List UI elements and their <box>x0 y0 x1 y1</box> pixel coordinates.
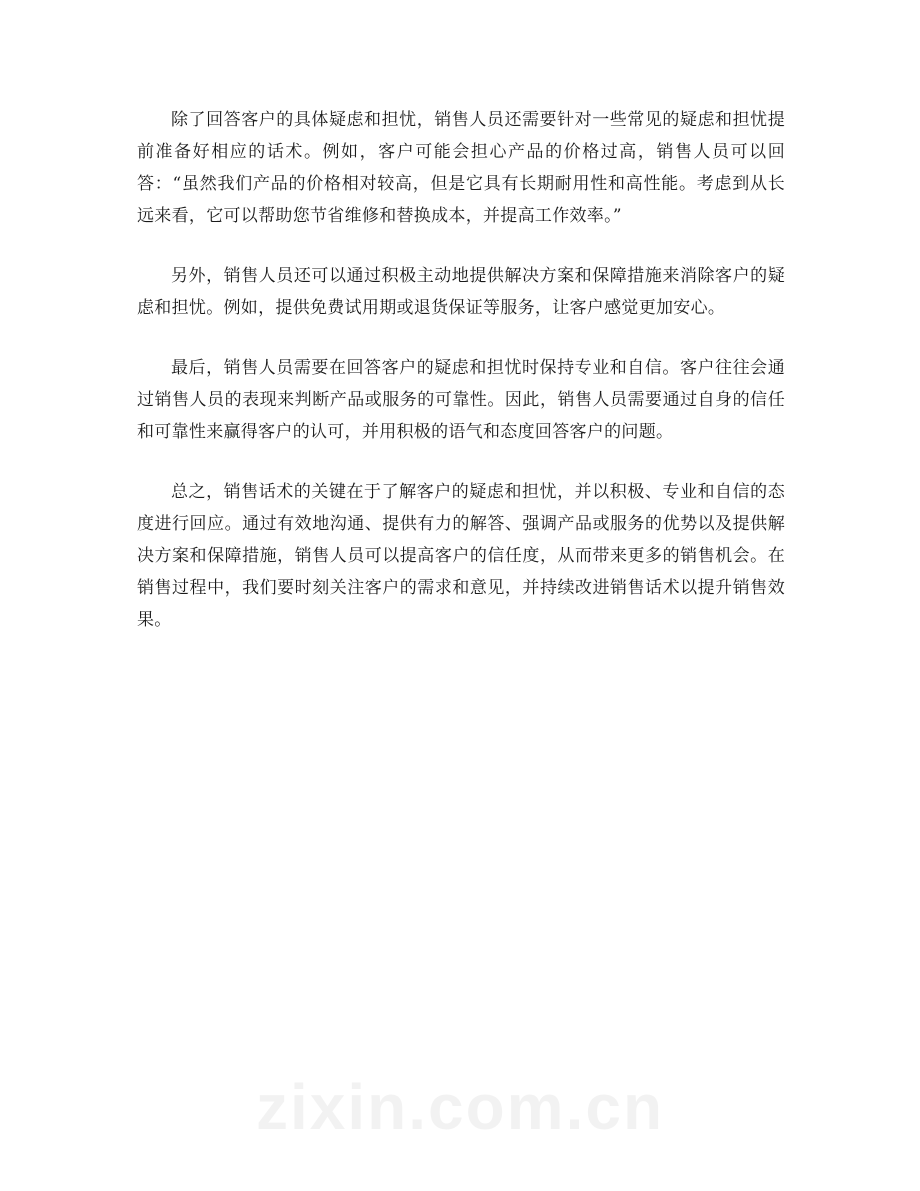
document-body <box>137 104 785 664</box>
paragraph-1: 除了回答客户的具体疑虑和担忧，销售人员还需要针对一些常见的疑虑和担忧提前准备好相应的话术。例如，客户可能会担心产品的价格过高，销售人员可以回答：“虽然我们产品的价格相对较高，但是它具有长期耐用性和高性能。考虑到从长远来看，它可以帮助您节省维修和替换成本，并提高工作效率。” <box>137 110 785 226</box>
watermark: zixin.com.cn <box>255 1071 665 1143</box>
paragraph-4: 总之，销售话术的关键在于了解客户的疑虑和担忧，并以积极、专业和自信的态度进行回应。通过有效地沟通、提供有力的解答、强调产品或服务的优势以及提供解决方案和保障措施，销售人员可以提高客户的信任度，从而带来更多的销售机会。在销售过程中，我们要时刻关注客户的需求和意见，并持续改进销售话术以提升销售效果。 <box>137 482 785 630</box>
paragraph-3: 最后，销售人员需要在回答客户的疑虑和担忧时保持专业和自信。客户往往会通过销售人员的表现来判断产品或服务的可靠性。因此，销售人员需要通过自身的信任和可靠性来赢得客户的认可，并用积极的语气和态度回答客户的问题。 <box>137 358 785 442</box>
paragraph-2: 另外，销售人员还可以通过积极主动地提供解决方案和保障措施来消除客户的疑虑和担忧。例如，提供免费试用期或退货保证等服务，让客户感觉更加安心。 <box>137 266 785 318</box>
